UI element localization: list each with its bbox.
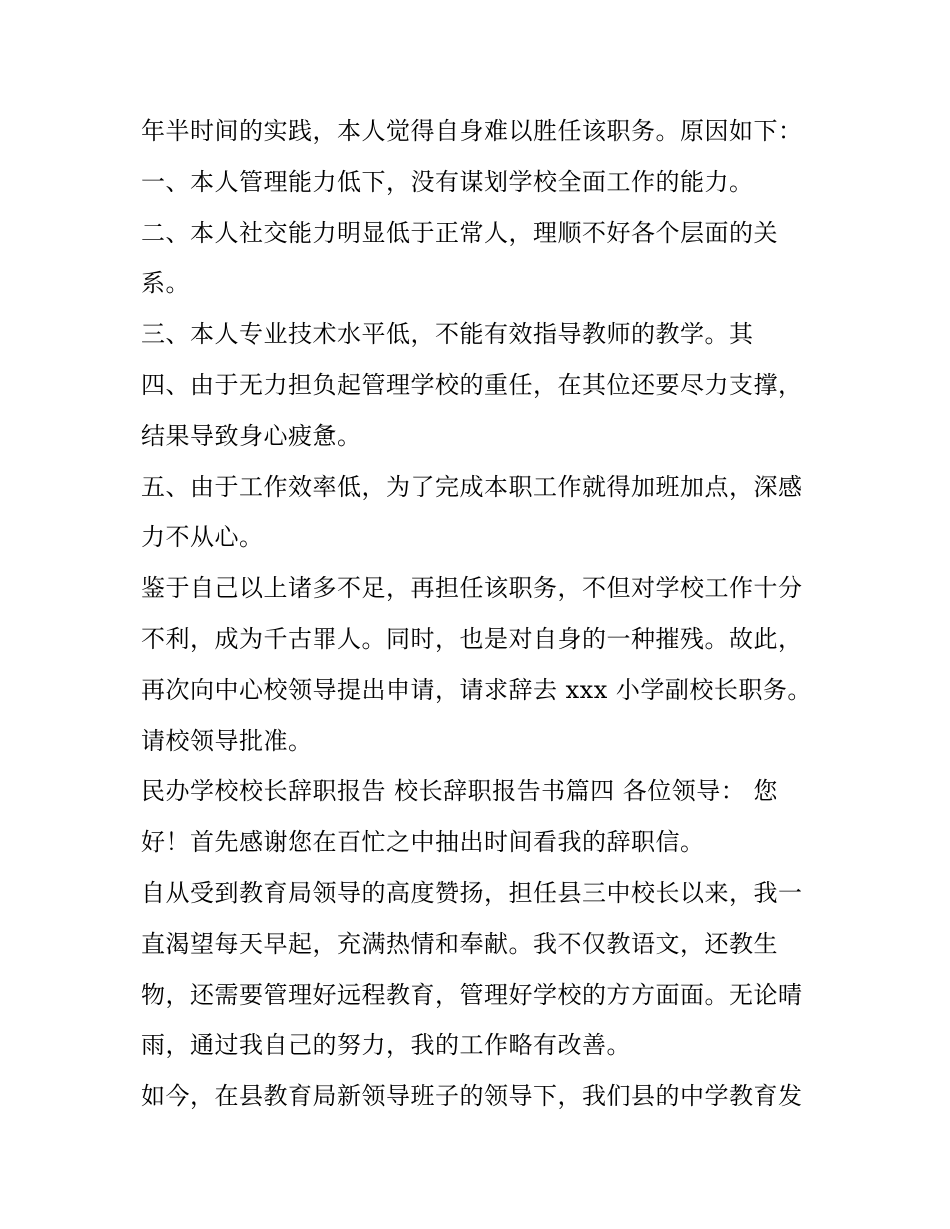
document-body bbox=[141, 106, 821, 1122]
text-line: 再次向中心校领导提出申请，请求辞去 xxx 小学副校长职务。 bbox=[141, 675, 812, 704]
text-line: 结果导致身心疲惫。 bbox=[141, 421, 362, 450]
text-line: 物，还需要管理好远程教育，管理好学校的方方面面。无论晴 bbox=[141, 980, 803, 1009]
text-line: 四、由于无力担负起管理学校的重任，在其位还要尽力支撑， bbox=[141, 370, 803, 399]
text-line: 鉴于自己以上诸多不足，再担任该职务，不但对学校工作十分 bbox=[141, 574, 803, 603]
text-line: 请校领导批准。 bbox=[141, 726, 313, 755]
text-line: 雨，通过我自己的努力，我的工作略有改善。 bbox=[141, 1031, 631, 1060]
text-line: 一、本人管理能力低下，没有谋划学校全面工作的能力。 bbox=[141, 167, 754, 196]
text-line: 不利，成为千古罪人。同时，也是对自身的一种摧残。故此， bbox=[141, 624, 803, 653]
text-line: 直渴望每天早起，充满热情和奉献。我不仅教语文，还教生 bbox=[141, 929, 778, 958]
text-line: 年半时间的实践，本人觉得自身难以胜任该职务。原因如下： bbox=[141, 117, 803, 145]
text-line: 好！首先感谢您在百忙之中抽出时间看我的辞职信。 bbox=[141, 828, 705, 857]
text-line: 三、本人专业技术水平低，不能有效指导教师的教学。其 bbox=[141, 320, 754, 349]
text-line: 系。 bbox=[141, 269, 190, 298]
text-line: 力不从心。 bbox=[141, 523, 264, 552]
text-line: 如今，在县教育局新领导班子的领导下，我们县的中学教育发 bbox=[141, 1082, 803, 1111]
text-line: 五、由于工作效率低，为了完成本职工作就得加班加点，深感 bbox=[141, 472, 803, 501]
text-line: 民办学校校长辞职报告 校长辞职报告书篇四 各位领导： 您 bbox=[141, 777, 778, 806]
text-line: 自从受到教育局领导的高度赞扬，担任县三中校长以来，我一 bbox=[141, 878, 803, 907]
text-line: 二、本人社交能力明显低于正常人，理顺不好各个层面的关 bbox=[141, 218, 778, 247]
